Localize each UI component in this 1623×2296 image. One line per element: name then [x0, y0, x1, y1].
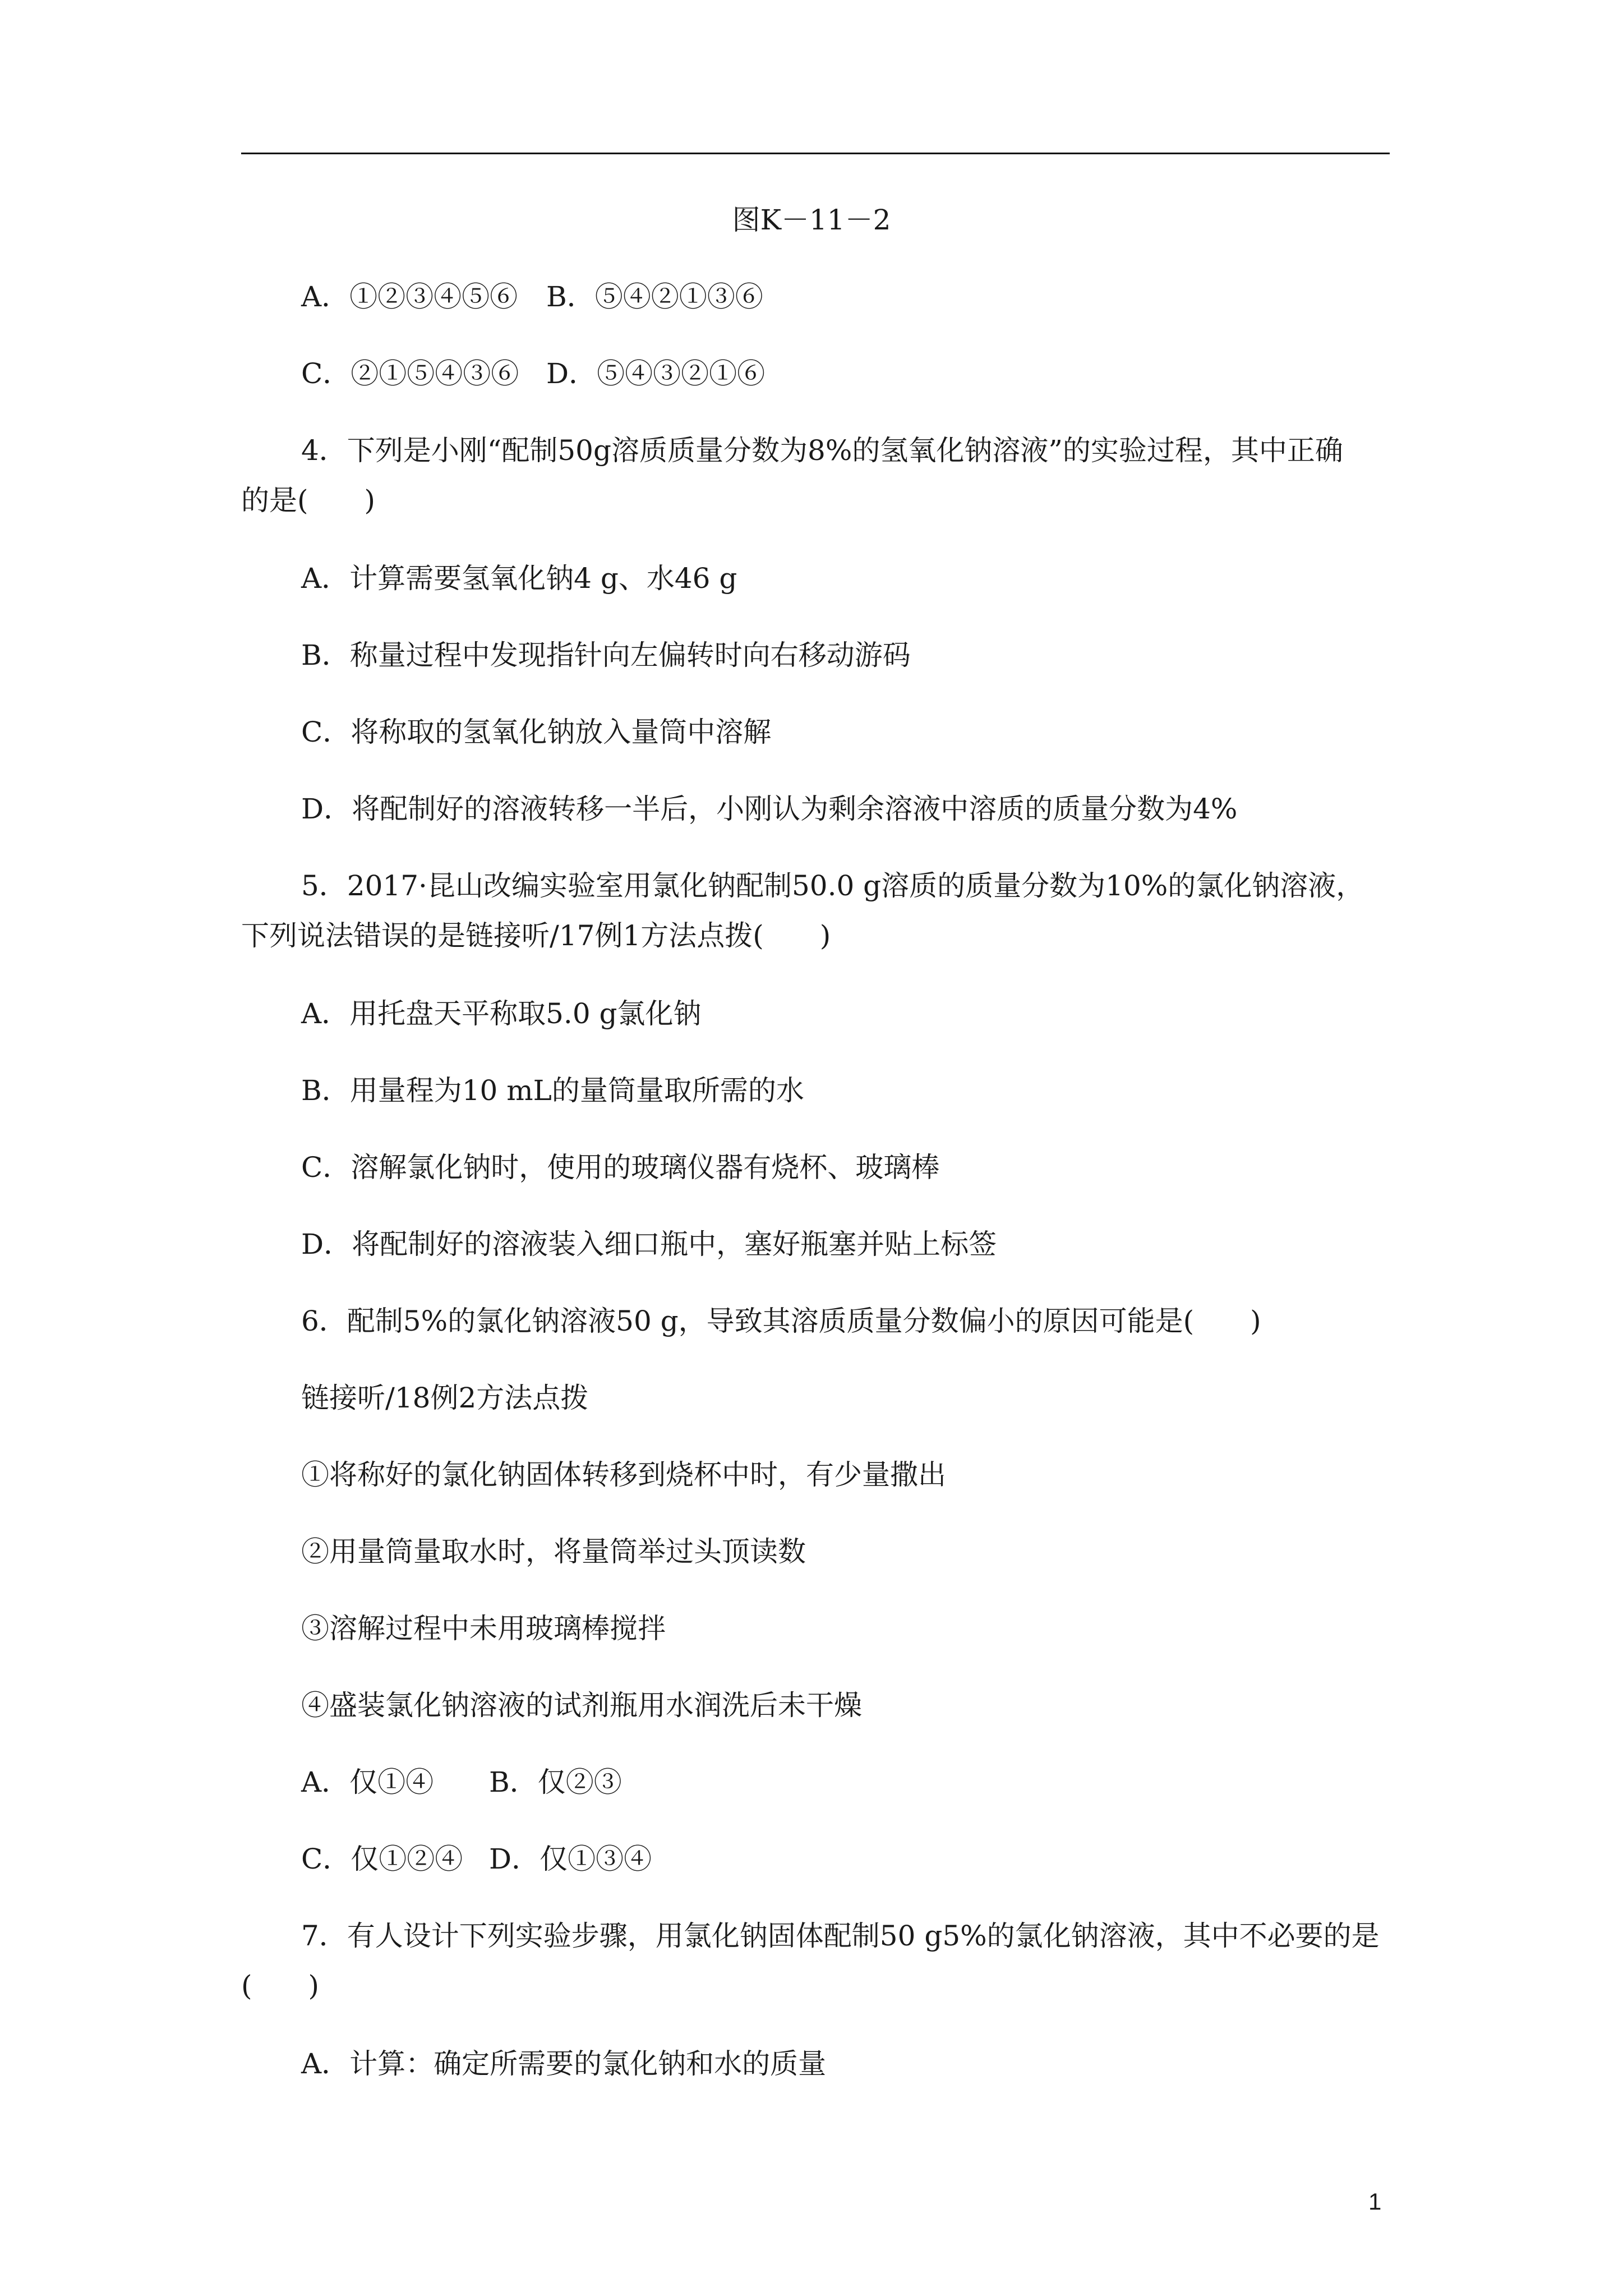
q3-option-d: D．⑤④③②①⑥ [546, 357, 766, 390]
q4-option-c: C．将称取的氢氧化钠放入量筒中溶解 [301, 716, 772, 748]
q7-option-a: A．计算：确定所需要的氯化钠和水的质量 [301, 2047, 827, 2080]
header-rule [241, 153, 1390, 154]
q5-stem-line1: 5．2017·昆山改编实验室用氯化钠配制50.0 g溶质的质量分数为10%的氯化钠溶液， [301, 869, 1364, 902]
q6-item-3: ③溶解过程中未用玻璃棒搅拌 [301, 1612, 666, 1645]
q3-option-b: B．⑤④②①③⑥ [546, 280, 763, 313]
q4-stem-line1: 4．下列是小刚“配制50g溶质质量分数为8%的氢氧化钠溶液”的实验过程，其中正确 [301, 434, 1343, 467]
q5-option-b: B．用量程为10 mL的量筒量取所需的水 [301, 1074, 804, 1107]
q6-link: 链接听/18例2方法点拨 [301, 1382, 589, 1414]
q6-item-1: ①将称好的氯化钠固体转移到烧杯中时，有少量撒出 [301, 1458, 946, 1491]
figure-caption: 图K－11－2 [732, 204, 891, 236]
q3-option-a: A．①②③④⑤⑥ [301, 280, 518, 313]
q5-option-a: A．用托盘天平称取5.0 g氯化钠 [301, 997, 702, 1030]
q7-stem-line1: 7．有人设计下列实验步骤，用氯化钠固体配制50 g5%的氯化钠溶液，其中不必要的是 [301, 1920, 1380, 1952]
q6-item-2: ②用量筒量取水时，将量筒举过头顶读数 [301, 1535, 806, 1568]
q6-option-b: B．仅②③ [489, 1766, 622, 1798]
q4-option-d: D．将配制好的溶液转移一半后，小刚认为剩余溶液中溶质的质量分数为4% [301, 793, 1238, 825]
q6-item-4: ④盛装氯化钠溶液的试剂瓶用水润洗后未干燥 [301, 1689, 862, 1722]
q6-stem-line1: 6．配制5%的氯化钠溶液50 g，导致其溶质质量分数偏小的原因可能是( ) [301, 1305, 1261, 1337]
q4-option-a: A．计算需要氢氧化钠4 g、水46 g [301, 562, 737, 595]
q5-option-c: C．溶解氯化钠时，使用的玻璃仪器有烧杯、玻璃棒 [301, 1151, 940, 1184]
q7-stem-line2: ( ) [241, 1970, 320, 2002]
q4-stem-line2: 的是( ) [241, 484, 376, 517]
q4-option-b: B．称量过程中发现指针向左偏转时向右移动游码 [301, 639, 911, 671]
q6-option-a: A．仅①④ [301, 1766, 434, 1798]
q3-option-c: C．②①⑤④③⑥ [301, 357, 519, 390]
page-number: 1 [1368, 2188, 1382, 2215]
q6-option-c: C．仅①②④ [301, 1843, 463, 1875]
q5-stem-line2: 下列说法错误的是链接听/17例1方法点拨( ) [241, 919, 831, 952]
q6-option-d: D．仅①③④ [489, 1843, 652, 1875]
q5-option-d: D．将配制好的溶液装入细口瓶中，塞好瓶塞并贴上标签 [301, 1228, 997, 1260]
